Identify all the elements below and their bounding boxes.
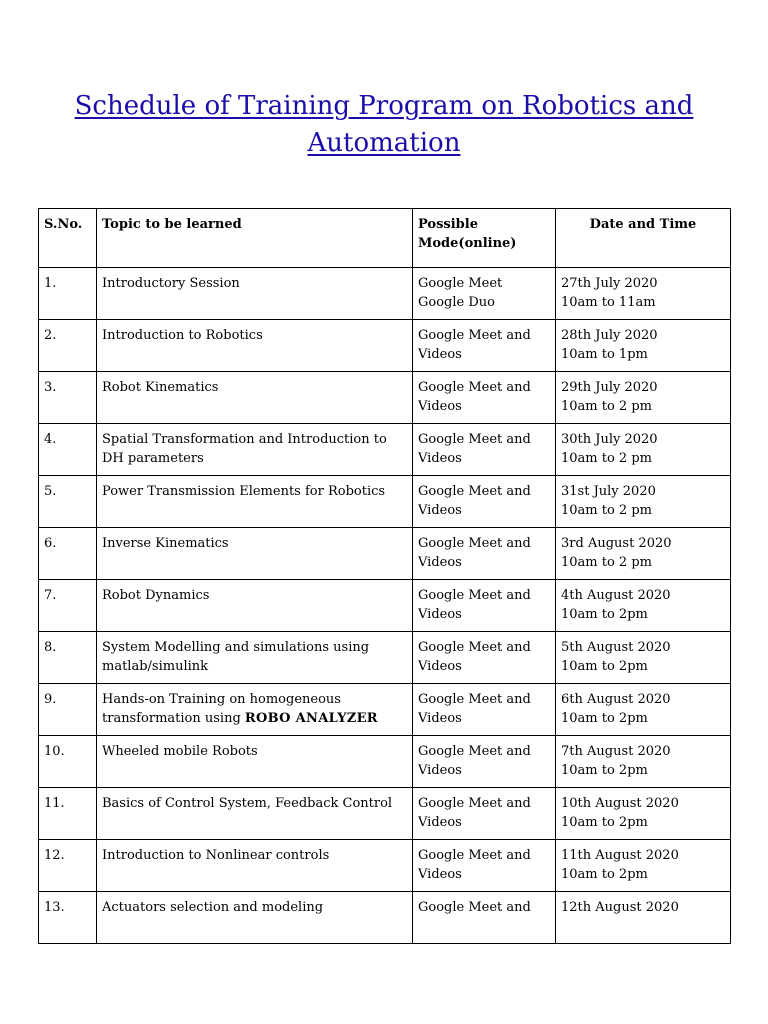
cell-date-line: 27th July 2020 (561, 276, 658, 291)
cell-date-line: 10am to 2 pm (561, 502, 652, 518)
cell-date-line: 10am to 2 pm (561, 554, 652, 570)
cell-topic (97, 788, 413, 840)
cell-mode-line: Videos (418, 710, 462, 726)
cell-sno: 2. (39, 320, 97, 372)
cell-mode (413, 632, 556, 684)
cell-topic-emphasis: ROBO ANALYZER (244, 710, 378, 726)
cell-topic (97, 424, 413, 476)
cell-topic-text: Robot Dynamics (102, 588, 210, 603)
cell-topic-text: Basics of Control System, Feedback Control (102, 796, 393, 811)
cell-mode-line: Videos (418, 346, 462, 362)
cell-topic-text: Introduction to Robotics (102, 328, 263, 343)
cell-mode (413, 684, 556, 736)
header-date: Date and Time (556, 209, 731, 268)
table-row (39, 892, 731, 944)
table-row (39, 632, 731, 684)
cell-date-line: 29th July 2020 (561, 380, 658, 395)
cell-mode-line: Google Meet and (418, 432, 531, 447)
cell-date (556, 788, 731, 840)
cell-topic (97, 372, 413, 424)
page-title-link[interactable]: Schedule of Training Program on Robotics and Automation (74, 91, 694, 158)
cell-mode-line: Videos (418, 554, 462, 570)
cell-date-line: 30th July 2020 (561, 432, 658, 447)
cell-sno: 7. (39, 580, 97, 632)
cell-date-line: 10am to 2pm (561, 606, 648, 622)
cell-sno: 3. (39, 372, 97, 424)
cell-topic (97, 528, 413, 580)
cell-date (556, 580, 731, 632)
cell-mode-line: Google Meet and (418, 692, 531, 707)
cell-mode (413, 372, 556, 424)
cell-date-line: 10am to 11am (561, 294, 656, 310)
cell-mode (413, 840, 556, 892)
cell-mode-line: Videos (418, 866, 462, 882)
table-row (39, 320, 731, 372)
cell-date-line: 28th July 2020 (561, 328, 658, 343)
cell-topic-text: Inverse Kinematics (102, 536, 229, 551)
cell-date-line: 4th August 2020 (561, 588, 671, 603)
cell-date (556, 424, 731, 476)
cell-mode (413, 736, 556, 788)
cell-date-line: 31st July 2020 (561, 484, 656, 499)
cell-mode-line: Google Meet and (418, 796, 531, 811)
cell-mode (413, 476, 556, 528)
cell-sno: 5. (39, 476, 97, 528)
cell-date (556, 268, 731, 320)
cell-topic (97, 580, 413, 632)
cell-sno: 11. (39, 788, 97, 840)
cell-mode-line: Google Meet (418, 276, 503, 291)
header-mode: Possible Mode(online) (413, 209, 556, 268)
table-row (39, 372, 731, 424)
cell-date (556, 684, 731, 736)
cell-sno: 9. (39, 684, 97, 736)
cell-sno: 1. (39, 268, 97, 320)
cell-date (556, 320, 731, 372)
cell-date (556, 632, 731, 684)
cell-mode-line: Videos (418, 502, 462, 518)
cell-topic (97, 476, 413, 528)
schedule-table (38, 208, 731, 944)
table-row (39, 528, 731, 580)
table-row (39, 268, 731, 320)
cell-sno: 10. (39, 736, 97, 788)
cell-mode-line: Google Meet and (418, 380, 531, 395)
cell-mode (413, 788, 556, 840)
table-row (39, 788, 731, 840)
cell-date-line: 5th August 2020 (561, 640, 671, 655)
cell-date (556, 372, 731, 424)
cell-topic (97, 320, 413, 372)
cell-topic-text: Robot Kinematics (102, 380, 219, 395)
cell-date-line: 10am to 2pm (561, 762, 648, 778)
cell-mode-line: Google Meet and (418, 536, 531, 551)
table-row (39, 684, 731, 736)
cell-mode (413, 892, 556, 944)
table-header-row (39, 209, 731, 268)
cell-mode-line: Videos (418, 606, 462, 622)
cell-mode-line: Videos (418, 814, 462, 830)
cell-date-line: 12th August 2020 (561, 900, 679, 915)
cell-mode-line: Videos (418, 398, 462, 414)
cell-mode (413, 320, 556, 372)
cell-mode-line: Google Meet and (418, 588, 531, 603)
cell-topic-text: Introduction to Nonlinear controls (102, 848, 330, 863)
cell-date-line: 10am to 2pm (561, 866, 648, 882)
cell-topic (97, 632, 413, 684)
cell-date (556, 528, 731, 580)
table-row (39, 736, 731, 788)
cell-mode (413, 528, 556, 580)
cell-topic-text: System Modelling and simulations using matlab/simulink (102, 640, 370, 674)
cell-topic (97, 736, 413, 788)
cell-topic-text: Actuators selection and modeling (102, 900, 324, 915)
cell-topic-text: Wheeled mobile Robots (102, 744, 258, 759)
cell-date-line: 10am to 2 pm (561, 450, 652, 466)
cell-date-line: 10am to 1pm (561, 346, 648, 362)
cell-date (556, 736, 731, 788)
cell-topic-text: Power Transmission Elements for Robotics (102, 484, 386, 499)
cell-sno: 4. (39, 424, 97, 476)
cell-topic (97, 892, 413, 944)
cell-date-line: 10am to 2 pm (561, 398, 652, 414)
cell-mode-line: Google Meet and (418, 484, 531, 499)
cell-topic-text: Hands-on Training on homogeneous transformation using (102, 692, 341, 726)
cell-mode-line: Google Meet and (418, 848, 531, 863)
cell-mode-line: Google Meet and (418, 640, 531, 655)
cell-date-line: 10am to 2pm (561, 814, 648, 830)
cell-date-line: 11th August 2020 (561, 848, 679, 863)
cell-date-line: 10th August 2020 (561, 796, 679, 811)
cell-sno: 12. (39, 840, 97, 892)
cell-topic (97, 684, 413, 736)
cell-mode (413, 424, 556, 476)
cell-mode-line: Videos (418, 658, 462, 674)
cell-date (556, 476, 731, 528)
cell-sno: 6. (39, 528, 97, 580)
table-row (39, 840, 731, 892)
header-sno: S.No. (39, 209, 97, 268)
cell-date (556, 840, 731, 892)
cell-mode-line: Google Meet and (418, 328, 531, 343)
table-row (39, 424, 731, 476)
cell-sno: 13. (39, 892, 97, 944)
header-topic: Topic to be learned (97, 209, 413, 268)
table-row (39, 580, 731, 632)
cell-date-line: 3rd August 2020 (561, 536, 672, 551)
schedule-body (39, 268, 731, 944)
cell-mode-line: Google Duo (418, 294, 495, 310)
cell-topic (97, 840, 413, 892)
table-row (39, 476, 731, 528)
cell-date-line: 10am to 2pm (561, 710, 648, 726)
cell-mode-line: Videos (418, 762, 462, 778)
cell-sno: 8. (39, 632, 97, 684)
cell-mode (413, 580, 556, 632)
cell-topic (97, 268, 413, 320)
cell-mode (413, 268, 556, 320)
cell-mode-line: Videos (418, 450, 462, 466)
cell-date-line: 10am to 2pm (561, 658, 648, 674)
cell-topic-text: Introductory Session (102, 276, 240, 291)
cell-mode-line: Google Meet and (418, 900, 531, 915)
cell-date-line: 6th August 2020 (561, 692, 671, 707)
cell-date-line: 7th August 2020 (561, 744, 671, 759)
cell-topic-text: Spatial Transformation and Introduction to DH parameters (102, 432, 387, 466)
cell-mode-line: Google Meet and (418, 744, 531, 759)
cell-date (556, 892, 731, 944)
